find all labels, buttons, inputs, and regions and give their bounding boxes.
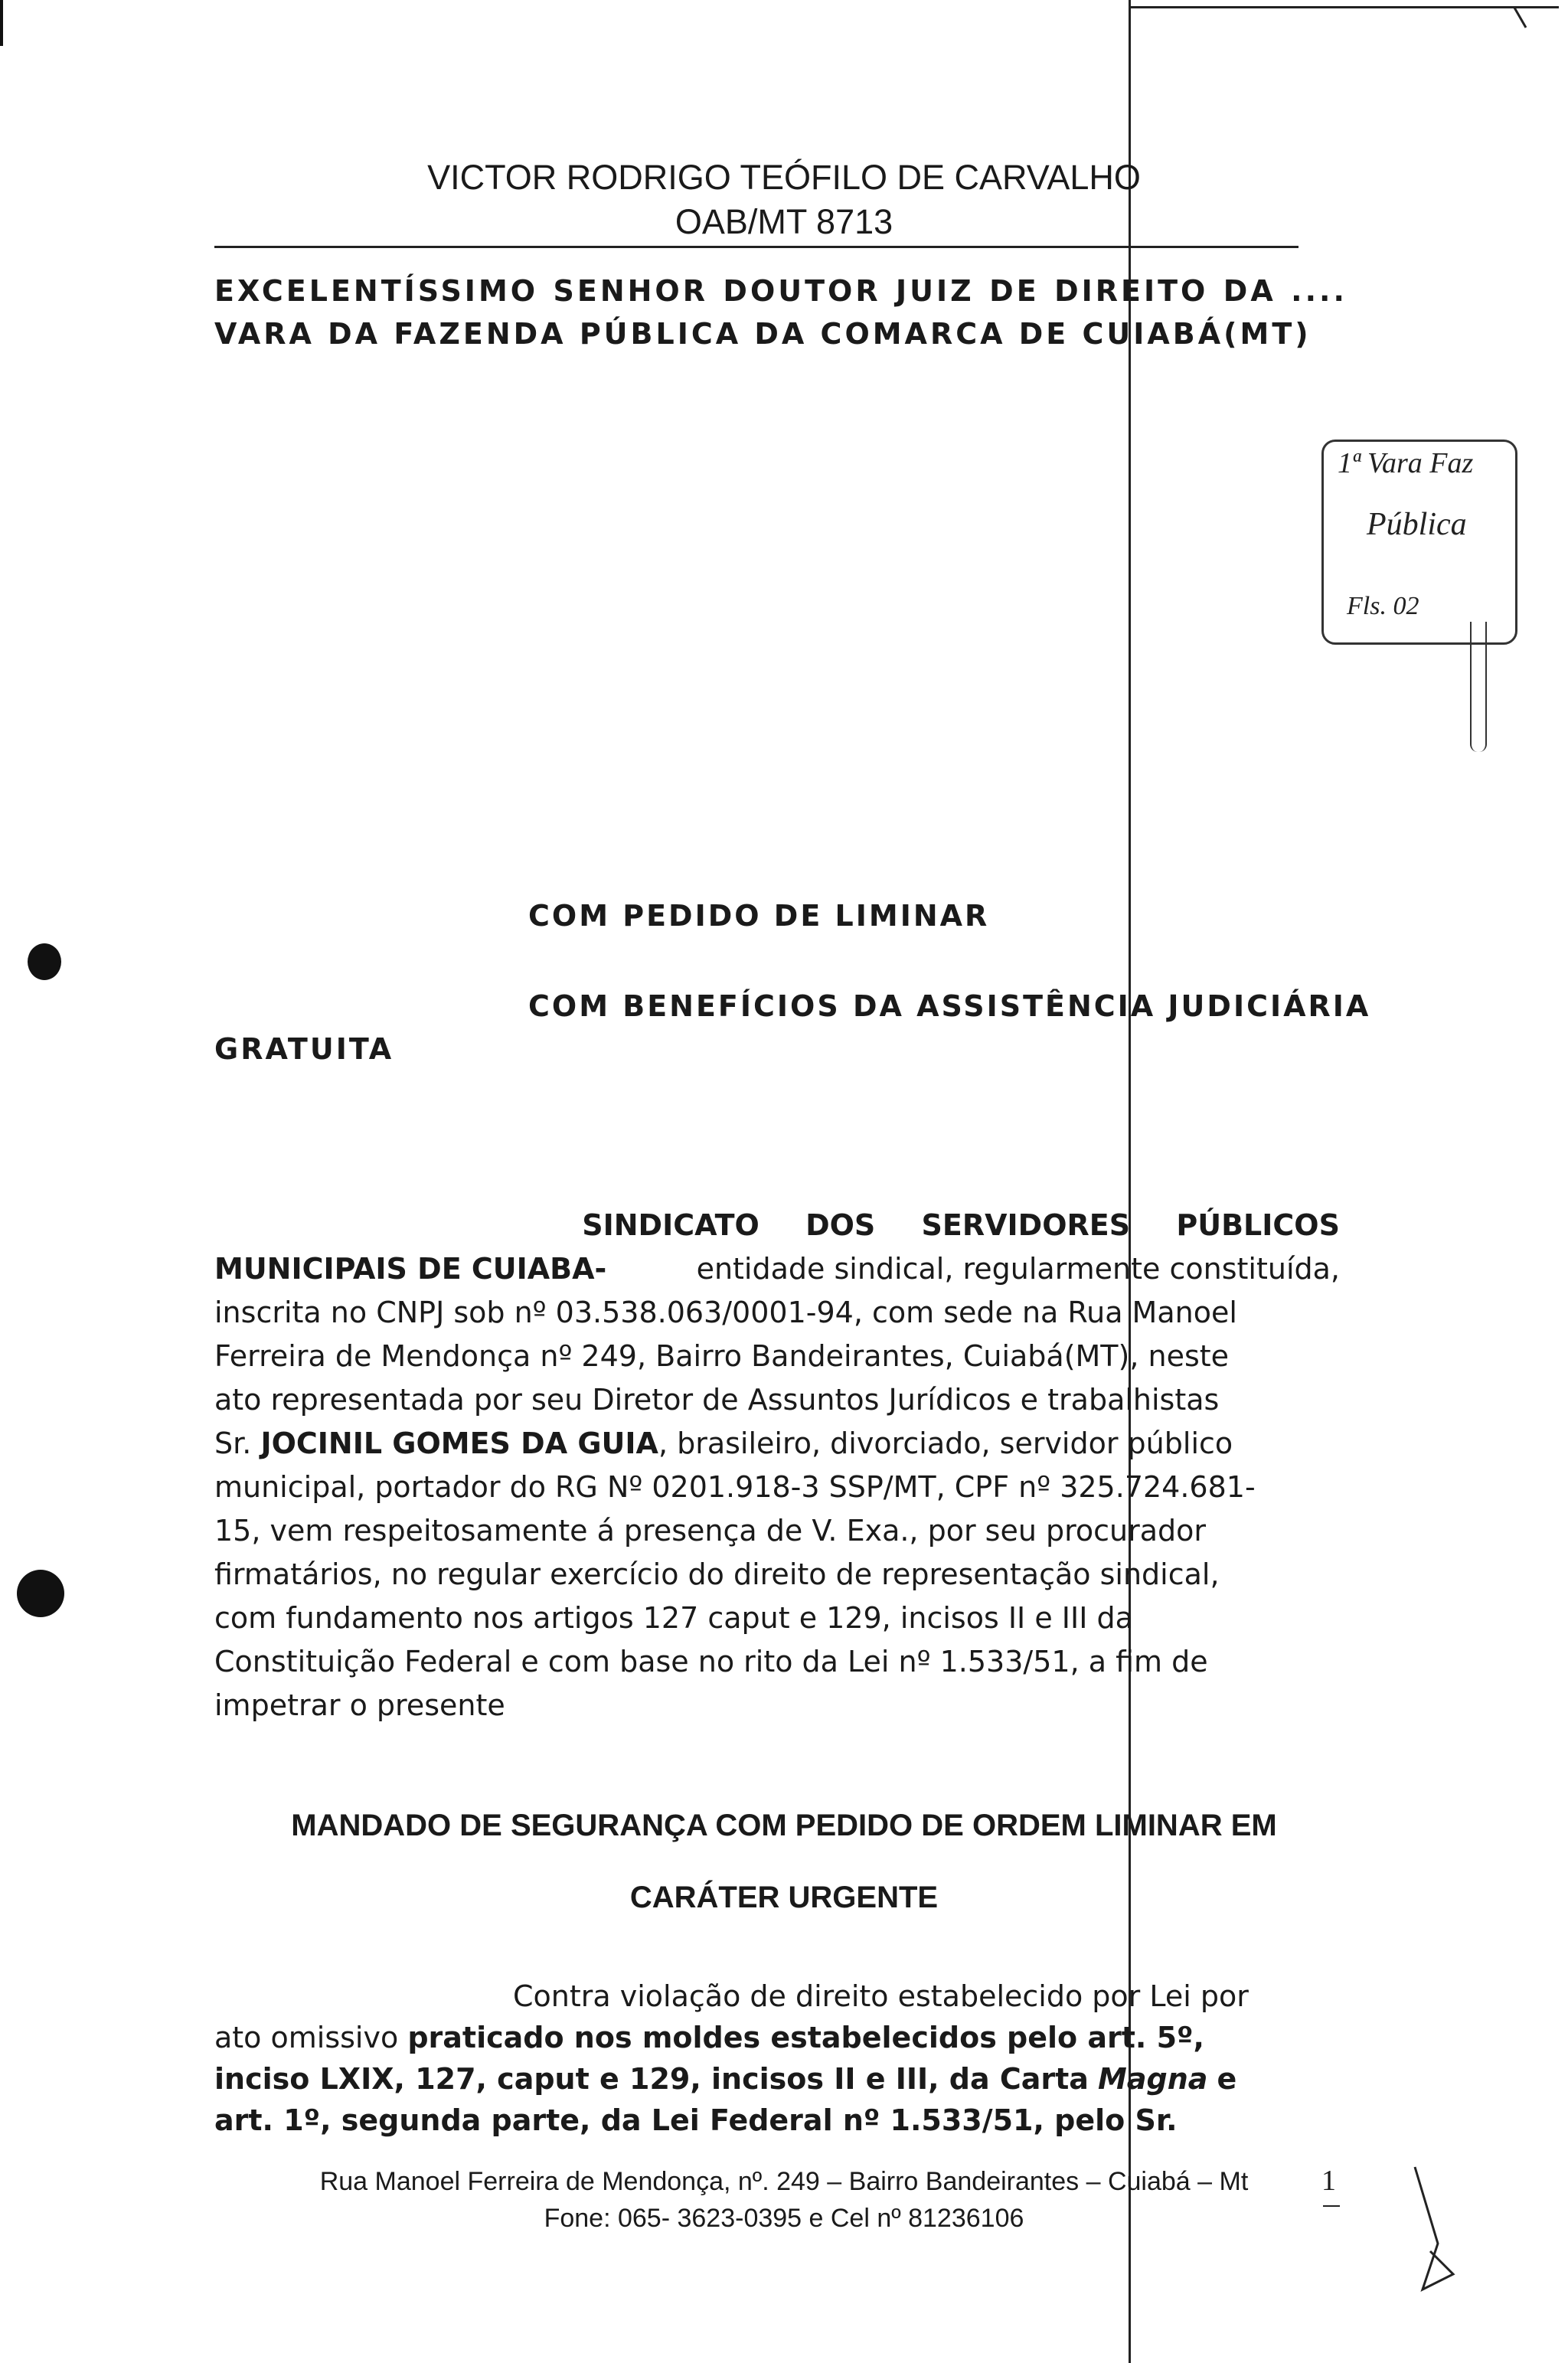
paragraph-line: impetrar o presente	[214, 1688, 505, 1722]
request-injunction: COM PEDIDO DE LIMINAR	[528, 899, 990, 933]
action-title-cont: CARÁTER URGENTE	[629, 1881, 939, 1914]
line-text: ato omissivo	[214, 2021, 399, 2054]
paragraph-line: municipal, portador do RG Nº 0201.918-3 SSP/MT, CPF nº 325.724.681-	[214, 1470, 1256, 1504]
court-stamp	[1321, 440, 1517, 645]
union-name-word: SERVIDORES	[921, 1208, 1131, 1242]
addressee-word: DOUTOR	[723, 274, 881, 308]
scan-edge-mark	[0, 0, 3, 46]
addressee-word: ....	[1291, 274, 1348, 308]
line-text: Contra violação de direito estabelecido por Lei por	[513, 1979, 1249, 2013]
paragraph-line: com fundamento nos artigos 127 caput e 129, incisos II e III da	[214, 1601, 1133, 1635]
paragraph-line: Constituição Federal e com base no rito da Lei nº 1.533/51, a fim de	[214, 1645, 1208, 1678]
stamp-public: Pública	[1367, 507, 1467, 542]
addressee-word: DE	[989, 274, 1040, 308]
addressee	[214, 270, 1348, 355]
paragraph-line: firmatários, no regular exercício do direito de representação sindical,	[214, 1557, 1220, 1591]
action-title: MANDADO DE SEGURANÇA COM PEDIDO DE ORDEM LIMINAR EM	[291, 1809, 1277, 1842]
stamp-folio: Fls. 02	[1347, 592, 1419, 620]
punch-hole-bottom	[17, 1570, 64, 1617]
request-legal-aid-cont: GRATUITA	[214, 1032, 394, 1066]
union-name-word: DOS	[805, 1208, 876, 1242]
line-text: entidade sindical, regularmente constituída,	[696, 1252, 1340, 1286]
paragraph-line: inscrita no CNPJ sob nº 03.538.063/0001-94, com sede na Rua Manoel	[214, 1296, 1237, 1329]
paragraph-line: ato representada por seu Diretor de Assuntos Jurídicos e trabalhistas	[214, 1383, 1220, 1417]
addressee-word: SENHOR	[553, 274, 708, 308]
line-bold-text: art. 1º, segunda parte, da Lei Federal nº 1.533/51, pelo Sr.	[214, 2103, 1178, 2137]
director-name: JOCINIL GOMES DA GUIA	[260, 1427, 658, 1460]
paragraph-line	[214, 2017, 1340, 2058]
addressee-word: EXCELENTÍSSIMO	[214, 274, 539, 308]
qualification-paragraph	[214, 1204, 1340, 1727]
addressee-line-2: VARA DA FAZENDA PÚBLICA DA COMARCA DE CUIABÁ(MT)	[214, 317, 1312, 351]
addressee-word: DIREITO	[1054, 274, 1209, 308]
scan-corner-mark	[1514, 7, 1527, 28]
paragraph-line	[214, 1422, 1340, 1466]
initials-signature	[1407, 2159, 1468, 2297]
stamp-signature-stroke	[1470, 622, 1487, 752]
footer-phone: Fone: 065- 3623-0395 e Cel nº 81236106	[544, 2204, 1024, 2233]
stamp-court: 1ª Vara Faz	[1338, 447, 1474, 479]
line-text: Sr.	[214, 1427, 252, 1460]
header-rule	[214, 246, 1298, 248]
paragraph-line	[214, 1976, 1340, 2017]
paragraph-line	[214, 2058, 1340, 2100]
footer-address: Rua Manoel Ferreira de Mendonça, nº. 249 – Bairro Bandeirantes – Cuiabá – Mt	[319, 2167, 1249, 2196]
addressee-word: JUIZ	[896, 274, 975, 308]
union-name-word: SINDICATO	[582, 1208, 760, 1242]
grounds-paragraph	[214, 1976, 1340, 2141]
paragraph-indent	[214, 1204, 536, 1247]
addressee-word: DA	[1223, 274, 1276, 308]
paragraph-line	[214, 1247, 1340, 1291]
request-legal-aid: COM BENEFÍCIOS DA ASSISTÊNCIA JUDICIÁRIA	[528, 989, 1371, 1023]
union-name-word: PÚBLICOS	[1176, 1208, 1340, 1242]
line-bold-text: e	[1217, 2062, 1237, 2096]
union-name-cont: MUNICIPAIS DE CUIABA-	[214, 1252, 607, 1286]
scan-top-line	[1130, 6, 1559, 8]
line-text: , brasileiro, divorciado, servidor público	[658, 1427, 1233, 1460]
paragraph-line: Ferreira de Mendonça nº 249, Bairro Bandeirantes, Cuiabá(MT), neste	[214, 1339, 1230, 1373]
addressee-line-1	[214, 270, 1348, 312]
lawyer-name: VICTOR RODRIGO TEÓFILO DE CARVALHO	[427, 158, 1141, 197]
page-number: 1	[1321, 2165, 1336, 2197]
line-bold-text: inciso LXIX, 127, caput e 129, incisos II e III, da Carta	[214, 2062, 1089, 2096]
paragraph-line	[214, 1204, 1340, 1247]
line-italic-text: Magna	[1098, 2062, 1208, 2096]
paragraph-line	[214, 2100, 1340, 2141]
page-number-underline	[1323, 2205, 1340, 2207]
paragraph-line: 15, vem respeitosamente á presença de V. Exa., por seu procurador	[214, 1514, 1207, 1548]
punch-hole-top	[28, 943, 61, 980]
line-bold-text: praticado nos moldes estabelecidos pelo art. 5º,	[407, 2021, 1204, 2054]
lawyer-oab: OAB/MT 8713	[675, 202, 893, 241]
